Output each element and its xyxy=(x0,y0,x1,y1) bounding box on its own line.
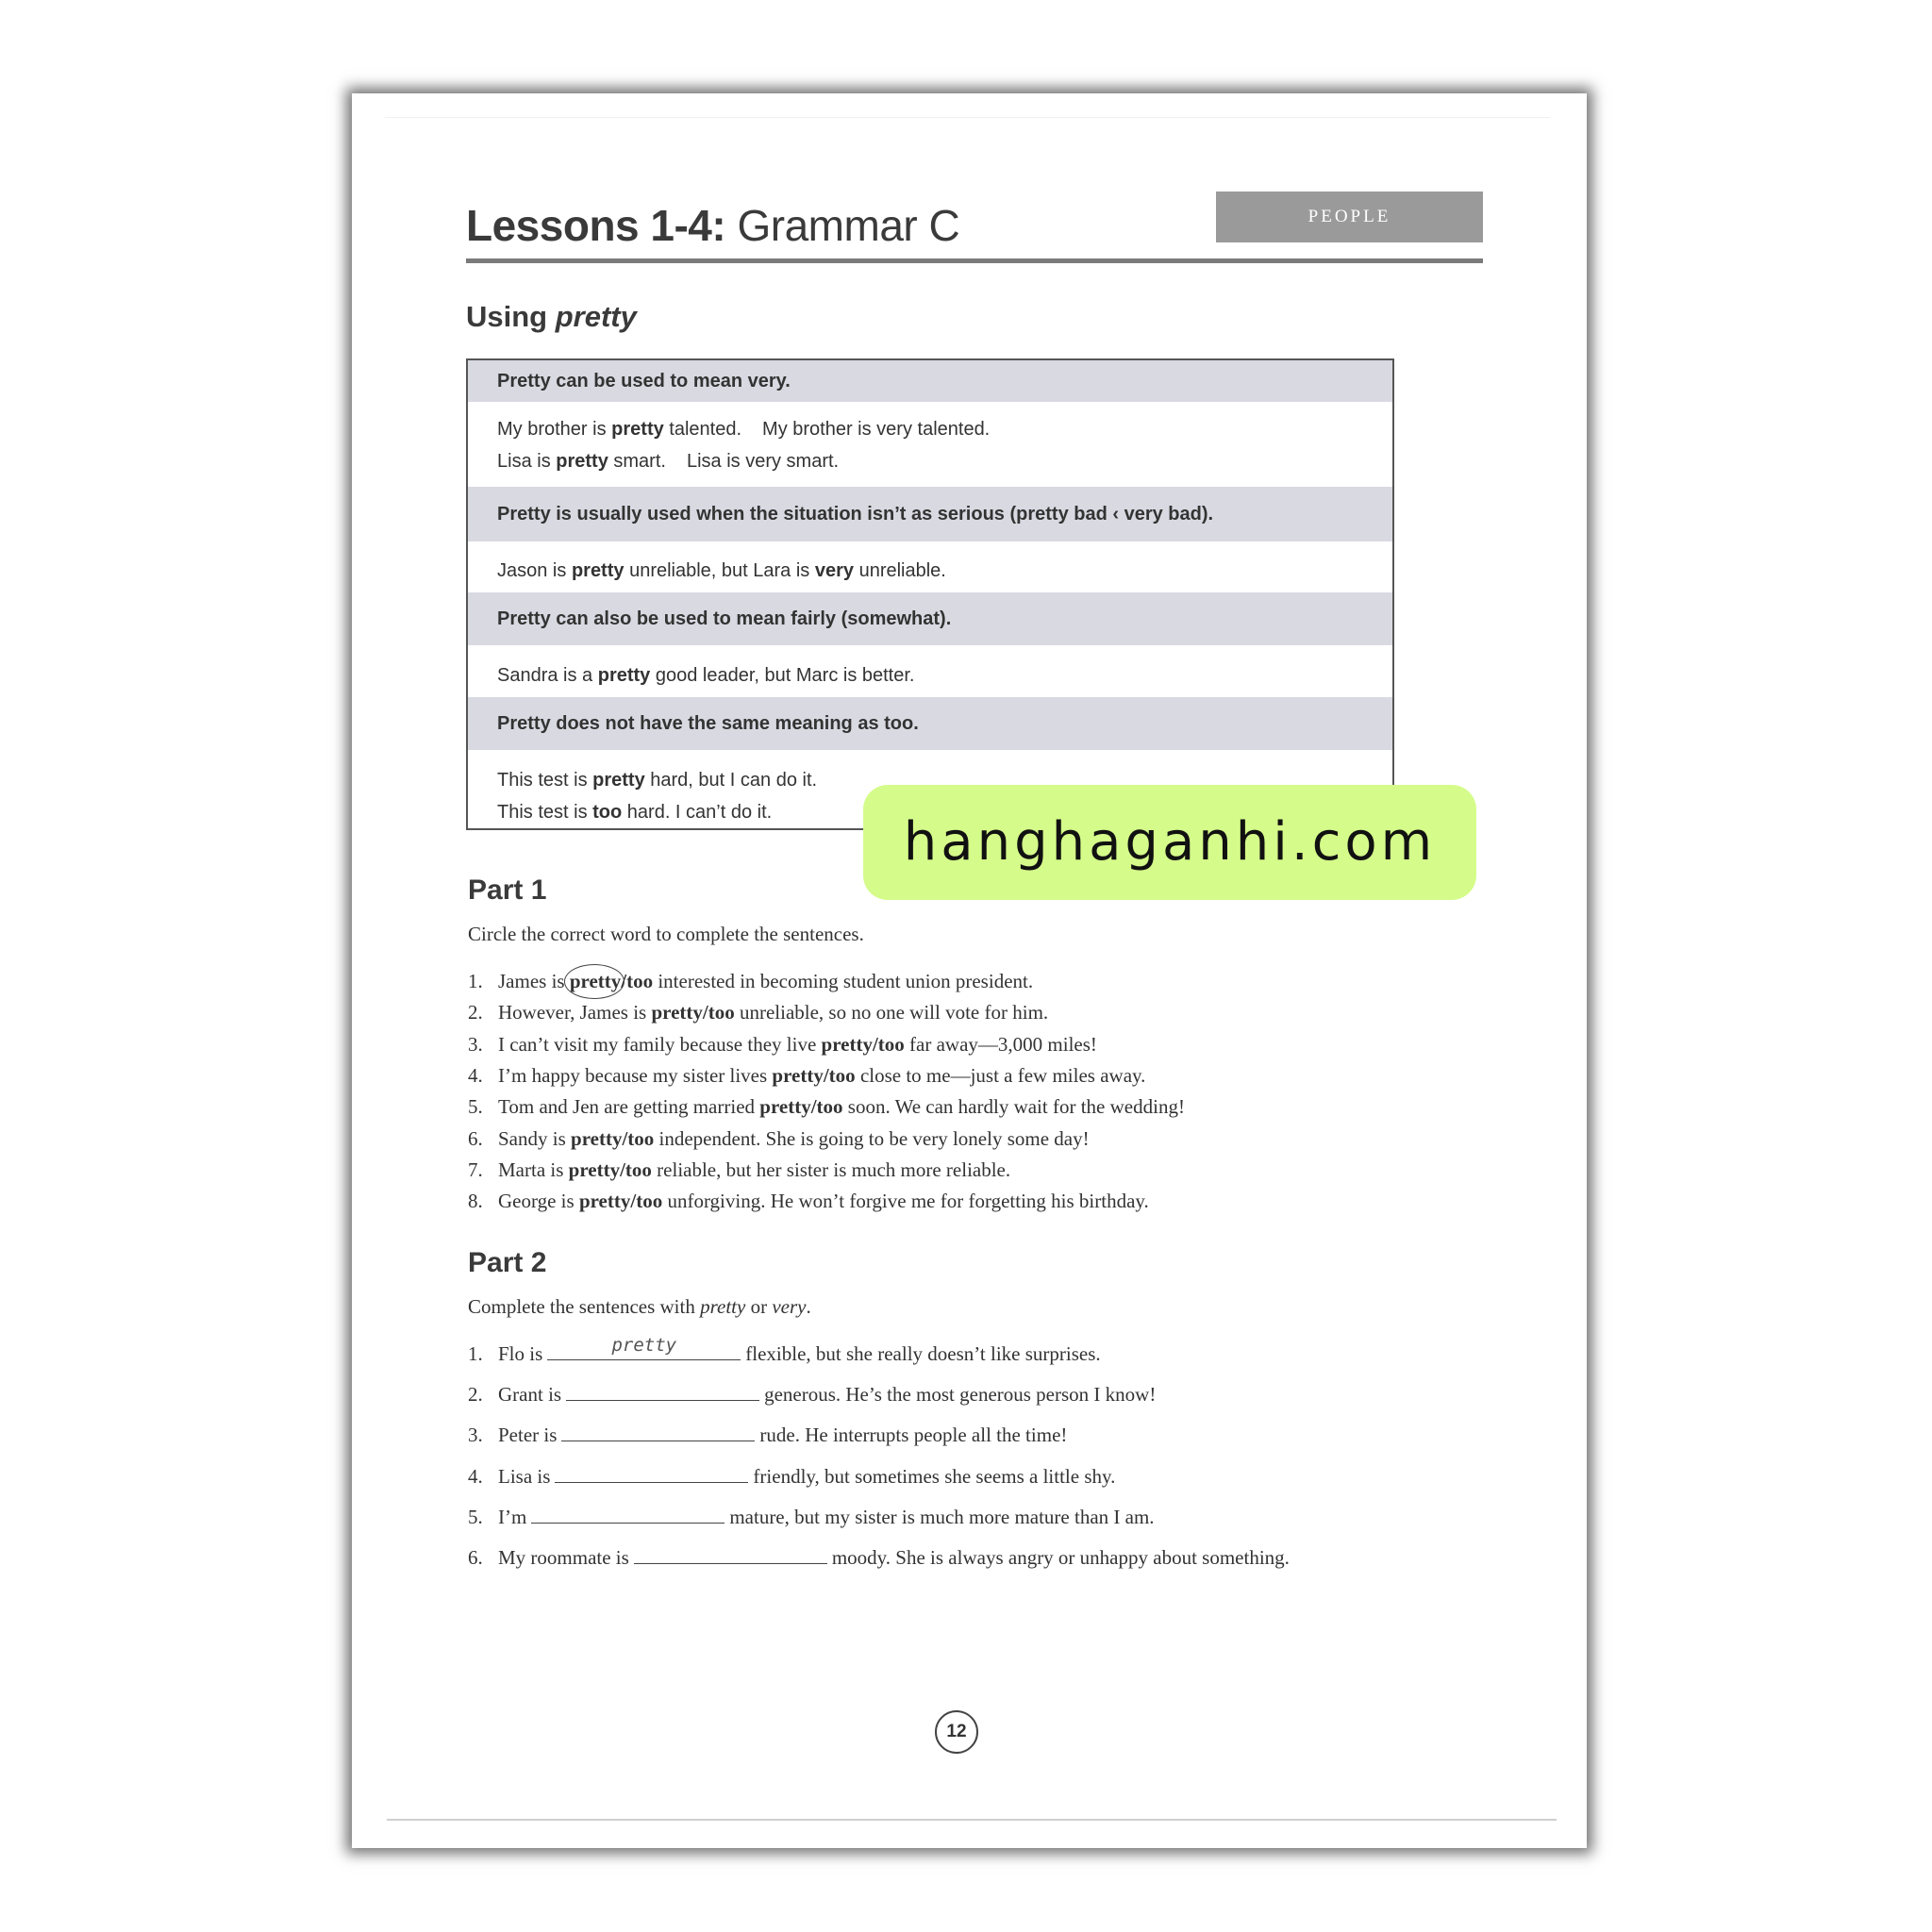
part2-instruction-pre: Complete the sentences with xyxy=(468,1295,701,1318)
item-number: 8. xyxy=(468,1190,483,1213)
section-title xyxy=(466,300,637,334)
example-text: Lisa is very smart. xyxy=(686,451,840,472)
item-text: interested in becoming student union president. xyxy=(653,970,1034,992)
part1-item xyxy=(468,1190,1149,1213)
item-text: Marta is xyxy=(498,1158,569,1181)
item-text: friendly, but sometimes she seems a little shy. xyxy=(753,1464,1116,1488)
rule-example-line xyxy=(497,659,914,691)
rule-example-line xyxy=(497,764,817,796)
item-text: reliable, but her sister is much more reliable. xyxy=(651,1158,1011,1181)
example-keyword: pretty xyxy=(592,770,645,791)
section-title-italic: pretty xyxy=(555,300,637,333)
item-text: However, James is xyxy=(498,1001,652,1024)
answer-blank[interactable] xyxy=(555,1463,748,1483)
item-number: 1. xyxy=(468,1342,483,1365)
handwritten-answer: pretty xyxy=(611,1335,677,1356)
item-text: close to me—just a few miles away. xyxy=(855,1063,1146,1087)
item-text: Lisa is xyxy=(498,1464,551,1488)
example-text: This test is xyxy=(497,802,593,823)
item-number: 4. xyxy=(468,1464,483,1488)
example-text: hard, but I can do it. xyxy=(644,770,818,791)
part2-item xyxy=(468,1463,1115,1489)
part2-instruction-end: . xyxy=(806,1295,811,1318)
item-text: I’m xyxy=(498,1505,527,1528)
item-text: independent. She is going to be very lonely some day! xyxy=(654,1126,1090,1150)
example-text: good leader, but Marc is better. xyxy=(650,665,915,686)
item-number: 2. xyxy=(468,1001,483,1024)
example-text: talented. xyxy=(663,419,742,440)
part1-item xyxy=(468,1033,1097,1057)
page-title xyxy=(466,200,959,251)
example-text: Lisa is xyxy=(497,451,557,472)
item-text: Peter is xyxy=(498,1424,558,1447)
part1-instruction: Circle the correct word to complete the sentences. xyxy=(468,923,864,945)
answer-choice[interactable]: pretty/too xyxy=(759,1095,843,1119)
item-text: mature, but my sister is much more mature than I am. xyxy=(729,1505,1155,1528)
grammar-rules-box xyxy=(466,358,1394,830)
item-text: generous. He’s the most generous person I know! xyxy=(764,1383,1157,1407)
item-number: 3. xyxy=(468,1032,483,1056)
section-title-bold: Using xyxy=(466,300,556,333)
part2-instruction-mid: or xyxy=(745,1295,773,1318)
rule-heading: Pretty does not have the same meaning as too. xyxy=(468,697,1392,750)
example-keyword: pretty xyxy=(571,560,625,581)
rule-heading: Pretty can be used to mean very. xyxy=(468,360,1392,402)
item-text: rude. He interrupts people all the time! xyxy=(759,1424,1068,1447)
rule-example-line xyxy=(497,555,946,587)
answer-choice[interactable]: pretty/too xyxy=(568,1158,652,1181)
example-text: My brother is xyxy=(497,419,612,440)
item-number: 6. xyxy=(468,1126,483,1150)
item-text: James is xyxy=(498,970,570,992)
item-text: soon. We can hardly wait for the wedding! xyxy=(842,1095,1185,1119)
rule-heading: Pretty is usually used when the situation isn’t as serious (pretty bad ‹ very bad). xyxy=(468,487,1392,541)
rule-examples xyxy=(497,413,990,477)
part1-title: Part 1 xyxy=(468,874,547,906)
example-text: Sandra is a xyxy=(497,665,598,686)
item-text: George is xyxy=(498,1190,579,1213)
rule-examples xyxy=(497,764,817,828)
item-text: I’m happy because my sister lives xyxy=(498,1063,773,1087)
answer-choice[interactable]: pretty/too xyxy=(578,1190,663,1213)
part2-item xyxy=(468,1544,1290,1570)
part2-item xyxy=(468,1381,1156,1407)
example-text: unreliable, but Lara is xyxy=(624,560,815,581)
answer-blank[interactable] xyxy=(566,1381,759,1401)
unit-tag: PEOPLE xyxy=(1216,192,1483,242)
example-keyword: very xyxy=(814,560,855,581)
example-text: Jason is xyxy=(497,560,572,581)
title-rule xyxy=(466,258,1483,263)
answer-choice[interactable]: pretty/too xyxy=(571,1126,655,1150)
example-text: hard. I can’t do it. xyxy=(622,802,773,823)
item-number: 4. xyxy=(468,1063,483,1087)
answer-choice[interactable]: /too xyxy=(621,970,654,992)
part2-item xyxy=(468,1335,1101,1366)
item-text: Flo is xyxy=(498,1342,543,1365)
answer-blank[interactable] xyxy=(531,1504,724,1524)
title-rest: Grammar C xyxy=(725,201,960,250)
rule-examples xyxy=(497,555,946,587)
part2-instruction-pretty: pretty xyxy=(700,1295,746,1318)
item-text: Sandy is xyxy=(498,1126,572,1150)
item-text: far away—3,000 miles! xyxy=(904,1032,1097,1056)
example-text: My brother is very talented. xyxy=(762,419,991,440)
item-text: My roommate is xyxy=(498,1546,629,1569)
answer-choice[interactable]: pretty/too xyxy=(821,1032,905,1056)
part2-instruction-very: very xyxy=(772,1295,807,1318)
part2-item xyxy=(468,1504,1155,1529)
item-number: 3. xyxy=(468,1424,483,1447)
part1-item xyxy=(468,1127,1090,1151)
item-text: unforgiving. He won’t forgive me for forgetting his birthday. xyxy=(662,1190,1149,1213)
rule-example-line xyxy=(497,445,990,477)
item-number: 2. xyxy=(468,1383,483,1407)
item-number: 1. xyxy=(468,970,483,992)
answer-blank[interactable] xyxy=(547,1335,741,1360)
answer-choice[interactable]: pretty/too xyxy=(772,1063,856,1087)
part1-item xyxy=(468,1158,1010,1182)
rule-example-line xyxy=(497,413,990,445)
part1-item xyxy=(468,1095,1185,1119)
answer-blank[interactable] xyxy=(634,1544,827,1564)
item-number: 5. xyxy=(468,1505,483,1528)
example-text: This test is xyxy=(497,770,593,791)
page-number: 12 xyxy=(935,1710,978,1754)
part1-item xyxy=(468,1001,1048,1024)
item-number: 7. xyxy=(468,1158,483,1181)
item-text: I can’t visit my family because they live xyxy=(498,1032,822,1056)
item-text: moody. She is always angry or unhappy about something. xyxy=(831,1546,1290,1569)
example-keyword: too xyxy=(592,802,623,823)
part2-item xyxy=(468,1422,1067,1447)
example-text: smart. xyxy=(608,451,666,472)
rule-heading: Pretty can also be used to mean fairly (somewhat). xyxy=(468,592,1392,645)
example-text: unreliable. xyxy=(854,560,946,581)
circled-answer[interactable]: pretty xyxy=(569,970,622,992)
example-keyword: pretty xyxy=(611,419,664,440)
part1-item xyxy=(468,1064,1145,1088)
rule-examples xyxy=(497,659,914,691)
item-text: flexible, but she really doesn’t like surprises. xyxy=(745,1342,1101,1365)
item-number: 5. xyxy=(468,1095,483,1119)
item-text: Grant is xyxy=(498,1383,562,1407)
example-keyword: pretty xyxy=(556,451,608,472)
part2-instruction xyxy=(468,1295,811,1319)
item-text: Tom and Jen are getting married xyxy=(498,1095,760,1119)
title-bold: Lessons 1-4: xyxy=(466,201,726,250)
bottom-rule xyxy=(387,1819,1557,1821)
watermark-banner: hanghaganhi.com xyxy=(863,785,1476,900)
item-text: unreliable, so no one will vote for him. xyxy=(734,1001,1049,1024)
part1-item xyxy=(468,970,1033,993)
answer-choice[interactable]: pretty/too xyxy=(651,1001,735,1024)
rule-example-line xyxy=(497,796,817,828)
item-number: 6. xyxy=(468,1546,483,1569)
part2-title: Part 2 xyxy=(468,1247,547,1278)
example-keyword: pretty xyxy=(597,665,651,686)
answer-blank[interactable] xyxy=(561,1422,755,1441)
